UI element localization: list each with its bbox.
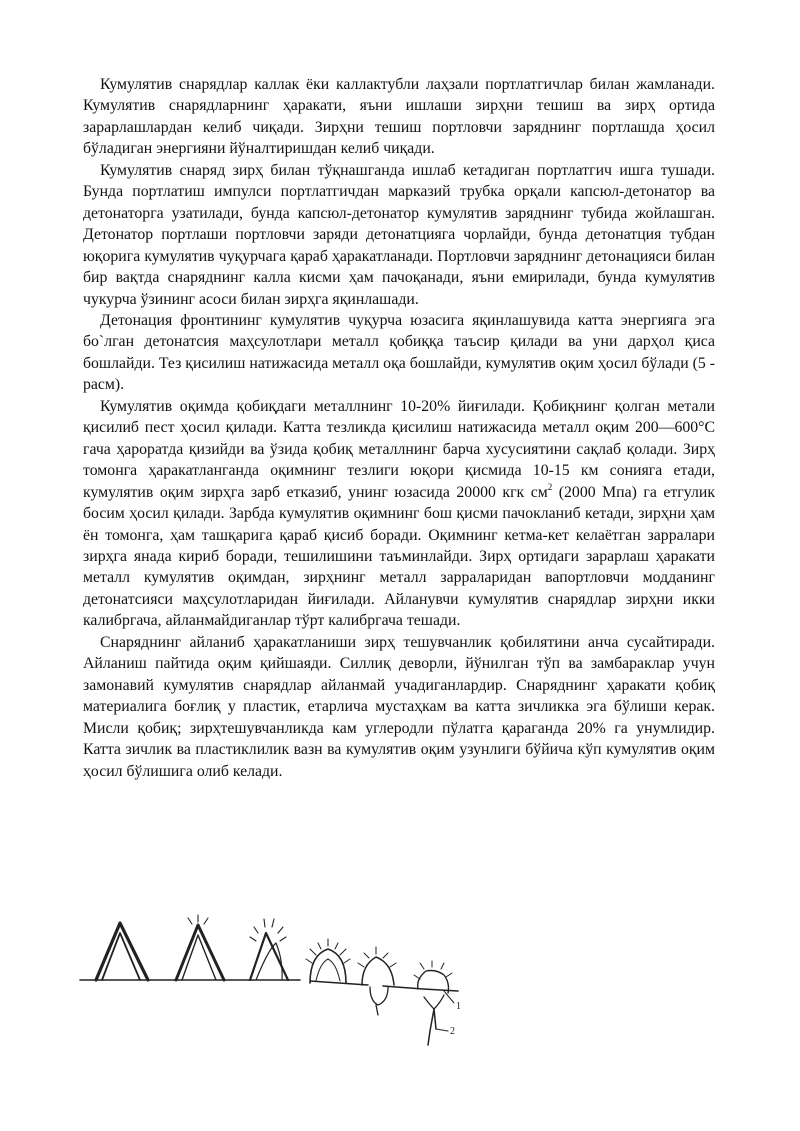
paragraph-4-part-1: Кумулятив оқимда қобиқдаги металлнинг 10-20% йиғилади. Қобиқнинг қолган метали қисилиб пест ҳосил қилади. Катта тезликда қисилиш натижасида металл оқим 200—600°С гача ҳароратда қизийди ва ўзида қобиқ металлнинг барча хусусиятини сақлаб қолади. Зирҳ томонга ҳаракатланганда оқимнинг тезлиги юқори қисмида 10-15 км сонияга етади, кумулятив оқим зирҳга зарб етказиб, унинг юзасида 20000 кгк см — [83, 397, 715, 501]
paragraph-3: Детонация фронтининг кумулятив чуқурча юзасига яқинлашувида катта энергияга эга бо`лган детонатсия маҳсулотлари металл қобиққа таъсир қилади ва уни дарҳол қиса бошлайди. Тез қисилиш натижасида металл оқа бошлайди, кумулятив оқим ҳосил бўлади (5 - расм). — [83, 311, 715, 394]
superscript: 2 — [547, 481, 553, 492]
leader-line-1 — [444, 991, 454, 1003]
stage-2-cone — [176, 925, 224, 980]
paragraph-4-part-2: (2000 Мпа) га етгулик босим ҳосил қилади. Зарбда кумулятив оқимнинг бош қисми пачокланиб кетади, зирҳни ҳам ён томонга, ҳам ташқарига қараб қисиб боради. Оқимнинг кетма-кет келаётган зарралари зирҳга янада кириб боради, тешилишини таъминлайди. Зирҳ ортидаги зарарлаш ҳаракати металл кумулятив оқимдан, зирҳнинг металл зарраларидан вапортловчи модданинг детонатсияси маҳсулотларидан йиғилади. Айланувчи кумулятив снарядлар зирҳни икки калибргача, айланмайдиганлар тўрт калибргача тешади. — [83, 483, 716, 630]
stage-1-cone — [96, 923, 148, 980]
figure-label-2: 2 — [450, 1026, 455, 1037]
body-text — [83, 74, 715, 782]
paragraph-4 — [83, 396, 715, 632]
stage-5-jet — [362, 957, 394, 985]
paragraph-2: Кумулятив снаряд зирҳ билан тўқнашганда ишлаб кетадиган портлатгич ишга тушади. Бунда портлатиш импулси портлатгичдан марказий трубка орқали капсюл-детонатор ва детонаторга узатилади, бунда капсюл-детонатор кумулятив заряднинг тубида жойлашган. Детонатор портлаши портловчи заряди детонатцияга чорлайди, бунда детонатция тубдан юқорига кумулятив чуқурчага қараб ҳаракатланади. Портловчи заряднинг детонацияси билан бир вақтда снаряднинг калла кисми ҳам пачоқанади, яъни емирилади, бунда кумулятив чукурча ўзининг асоси билан зирҳга яқинлашади. — [83, 161, 715, 308]
cumulative-jet-figure — [78, 905, 488, 1065]
paragraph-5: Снаряднинг айланиб ҳаракатланиши зирҳ тешувчанлик қобилятини анча сусайтиради. Айланиш пайтида оқим қийшаяди. Силлиқ деворли, йўнилган тўп ва замбараклар учун замонавий кумулятив снарядлар айланмай учадиганлардир. Снаряднинг ҳаракати қобиқ материалига боғлиқ у пластик, етарлича мустаҳкам ва катта зичликка эга бўлиши керак. Мисли қобиқ; зирҳтешувчанликда кам углеродли пўлатга қараганда 20% га унумлидир. Катта зичлик ва пластиклилик вазн ва кумулятив оқим узунлиги бўйича кўп кумулятив оқим ҳосил бўлишига олиб келади. — [83, 633, 715, 780]
paragraph-1: Кумулятив снарядлар каллак ёки каллактубли лаҳзали портлатгичлар билан жамланади. Кумулятив снарядларнинг ҳаракати, яъни ишлаши зирҳни тешиш ва зирҳ ортида зарарлашлардан келиб чиқади. Зирҳни тешиш портловчи заряднинг портлашда ҳосил бўладиган энергияни йўналтиришдан келиб чиқади. — [83, 76, 715, 158]
leader-line-2 — [436, 1029, 448, 1031]
figure-label-1: 1 — [456, 1001, 461, 1012]
armor-baseline — [80, 980, 458, 991]
figure-drawing — [78, 905, 488, 1065]
